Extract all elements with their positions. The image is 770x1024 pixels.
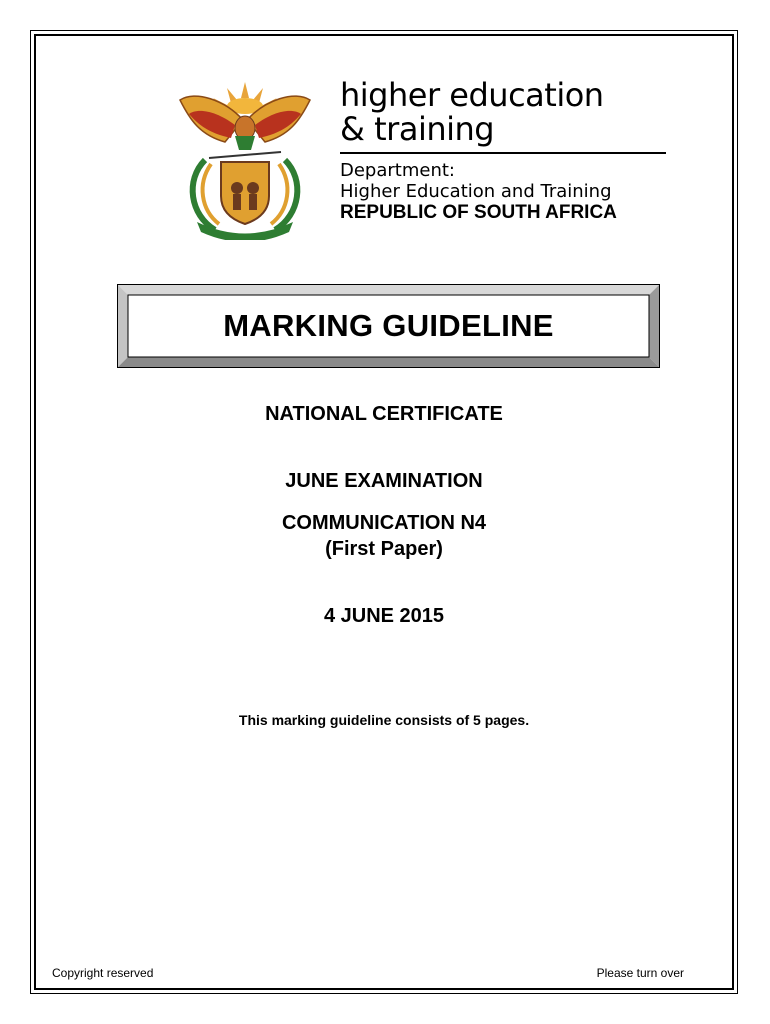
dept-republic: REPUBLIC OF SOUTH AFRICA [340,202,617,223]
subject-line: COMMUNICATION N4 [281,512,487,534]
header-divider [340,152,666,154]
coat-of-arms-logo [175,80,315,240]
paper-line: (First Paper) [325,538,443,560]
dept-sub-line2: Higher Education and Training [340,181,612,202]
dept-title-line2: & training [340,110,495,148]
department-header [340,78,670,224]
date-line: 4 JUNE 2015 [323,605,445,627]
footer-copyright: Copyright reserved [52,966,154,980]
certificate-line: NATIONAL CERTIFICATE [265,403,503,425]
title-box [117,284,660,368]
footer-turn-over: Please turn over [596,966,684,980]
document-title: MARKING GUIDELINE [223,308,554,343]
pages-note: This marking guideline consists of 5 pages. [238,712,530,728]
dept-sub-line1: Department: [340,160,455,181]
exam-line: JUNE EXAMINATION [285,470,483,492]
dept-title-line1: higher education [340,76,604,114]
